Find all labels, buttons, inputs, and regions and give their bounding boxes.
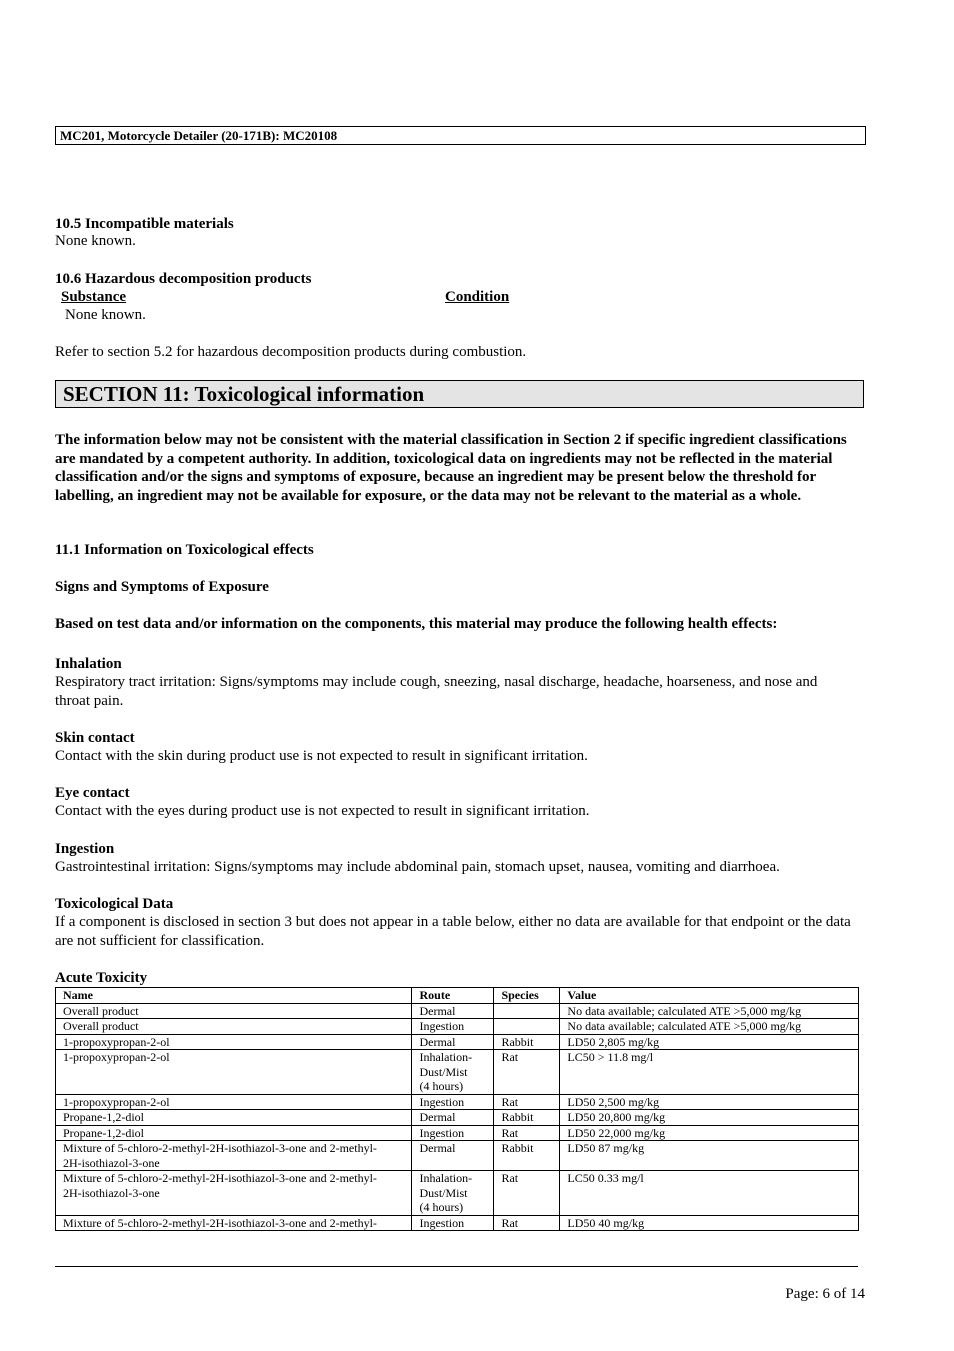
cell-route: Ingestion xyxy=(412,1125,494,1141)
cell-route: Dermal xyxy=(412,1141,494,1171)
acute-toxicity-table xyxy=(55,987,859,1231)
cell-species: Rabbit xyxy=(494,1141,560,1171)
cell-value: No data available; calculated ATE >5,000 mg/kg xyxy=(560,1003,859,1019)
footer-divider xyxy=(55,1266,858,1267)
column-substance: Substance xyxy=(61,289,127,305)
header-route: Route xyxy=(412,988,494,1004)
cell-route: Ingestion xyxy=(412,1094,494,1110)
heading-signs: Signs and Symptoms of Exposure xyxy=(55,579,269,595)
cell-species: Rat xyxy=(494,1171,560,1216)
cell-name: Overall product xyxy=(56,1003,412,1019)
table-row xyxy=(56,1094,859,1110)
heading-eye: Eye contact xyxy=(55,785,130,801)
table-row xyxy=(56,1125,859,1141)
cell-name: Mixture of 5-chloro-2-methyl-2H-isothiazol-3-one and 2-methyl- 2H-isothiazol-3-one xyxy=(56,1171,412,1216)
based-on-text: Based on test data and/or information on the components, this material may produce the following health effects: xyxy=(55,616,778,632)
cell-route: Dermal xyxy=(412,1110,494,1126)
cell-value: No data available; calculated ATE >5,000 mg/kg xyxy=(560,1019,859,1035)
cell-route: Ingestion xyxy=(412,1019,494,1035)
cell-name: Mixture of 5-chloro-2-methyl-2H-isothiazol-3-one and 2-methyl- 2H-isothiazol-3-one xyxy=(56,1141,412,1171)
cell-route: Inhalation- Dust/Mist (4 hours) xyxy=(412,1050,494,1095)
cell-name: 1-propoxypropan-2-ol xyxy=(56,1094,412,1110)
cell-route: Ingestion xyxy=(412,1215,494,1231)
disclaimer: The information below may not be consistent with the material classification in Section 2 if specific ingredient classifications are mandated by a competent authority. In addition, toxicological data on ingredients may not be reflected in the material classification and/or the signs and symptoms of exposure, because an ingredient may be present below the threshold for labelling, an ingredient may not be available for exposure, or the data may not be relevant to the material as a whole. xyxy=(55,432,847,504)
table-header-row xyxy=(56,988,859,1004)
heading-11-1: 11.1 Information on Toxicological effects xyxy=(55,542,314,558)
header-value: Value xyxy=(560,988,859,1004)
cell-value: LD50 2,805 mg/kg xyxy=(560,1034,859,1050)
cell-route: Dermal xyxy=(412,1003,494,1019)
text-inhalation: Respiratory tract irritation: Signs/symptoms may include cough, sneezing, nasal discharge, headache, hoarseness, and nose and throat pain. xyxy=(55,674,818,709)
cell-species: Rabbit xyxy=(494,1034,560,1050)
heading-toxdata: Toxicological Data xyxy=(55,896,174,912)
table-row xyxy=(56,1050,859,1095)
text-ingestion: Gastrointestinal irritation: Signs/symptoms may include abdominal pain, stomach upset, nausea, vomiting and diarrhoea. xyxy=(55,859,780,875)
table-row xyxy=(56,1034,859,1050)
heading-10-5: 10.5 Incompatible materials xyxy=(55,216,234,232)
heading-10-6: 10.6 Hazardous decomposition products xyxy=(55,271,312,287)
cell-route: Inhalation- Dust/Mist (4 hours) xyxy=(412,1171,494,1216)
table-row xyxy=(56,1171,859,1216)
cell-name: Propane-1,2-diol xyxy=(56,1110,412,1126)
table-row xyxy=(56,1110,859,1126)
cell-species: Rat xyxy=(494,1215,560,1231)
cell-value: LD50 22,000 mg/kg xyxy=(560,1125,859,1141)
refer-text: Refer to section 5.2 for hazardous decomposition products during combustion. xyxy=(55,344,527,360)
heading-inhalation: Inhalation xyxy=(55,656,122,672)
cell-species: Rat xyxy=(494,1125,560,1141)
cell-value: LD50 2,500 mg/kg xyxy=(560,1094,859,1110)
text-skin: Contact with the skin during product use is not expected to result in significant irritation. xyxy=(55,748,588,764)
column-condition: Condition xyxy=(445,289,510,305)
cell-name: Mixture of 5-chloro-2-methyl-2H-isothiazol-3-one and 2-methyl- xyxy=(56,1215,412,1231)
text-10-5: None known. xyxy=(55,233,136,249)
table-body xyxy=(56,1003,859,1231)
table-row xyxy=(56,1019,859,1035)
cell-species: Rat xyxy=(494,1094,560,1110)
section-11-title: SECTION 11: Toxicological information xyxy=(55,380,864,408)
cell-value: LC50 0.33 mg/l xyxy=(560,1171,859,1216)
table-row xyxy=(56,1215,859,1231)
cell-value: LC50 > 11.8 mg/l xyxy=(560,1050,859,1095)
cell-route: Dermal xyxy=(412,1034,494,1050)
cell-name: 1-propoxypropan-2-ol xyxy=(56,1034,412,1050)
cell-name: Overall product xyxy=(56,1019,412,1035)
cell-value: LD50 40 mg/kg xyxy=(560,1215,859,1231)
heading-ingestion: Ingestion xyxy=(55,841,115,857)
text-eye: Contact with the eyes during product use is not expected to result in significant irritation. xyxy=(55,803,590,819)
table-row xyxy=(56,1141,859,1171)
cell-species: Rabbit xyxy=(494,1110,560,1126)
cell-value: LD50 87 mg/kg xyxy=(560,1141,859,1171)
text-toxdata: If a component is disclosed in section 3 but does not appear in a table below, either no data are available for that endpoint or the data are not sufficient for classification. xyxy=(55,914,851,949)
page-number: Page: 6 of 14 xyxy=(785,1286,865,1302)
header-name: Name xyxy=(56,988,412,1004)
document-header: MC201, Motorcycle Detailer (20-171B): MC20108 xyxy=(55,126,866,145)
cell-species xyxy=(494,1019,560,1035)
cell-name: 1-propoxypropan-2-ol xyxy=(56,1050,412,1095)
table-row xyxy=(56,1003,859,1019)
cell-value: LD50 20,800 mg/kg xyxy=(560,1110,859,1126)
heading-acute-toxicity: Acute Toxicity xyxy=(55,970,148,986)
cell-species: Rat xyxy=(494,1050,560,1095)
cell-name: Propane-1,2-diol xyxy=(56,1125,412,1141)
cell-species xyxy=(494,1003,560,1019)
heading-skin: Skin contact xyxy=(55,730,135,746)
header-species: Species xyxy=(494,988,560,1004)
text-10-6: None known. xyxy=(65,307,146,323)
